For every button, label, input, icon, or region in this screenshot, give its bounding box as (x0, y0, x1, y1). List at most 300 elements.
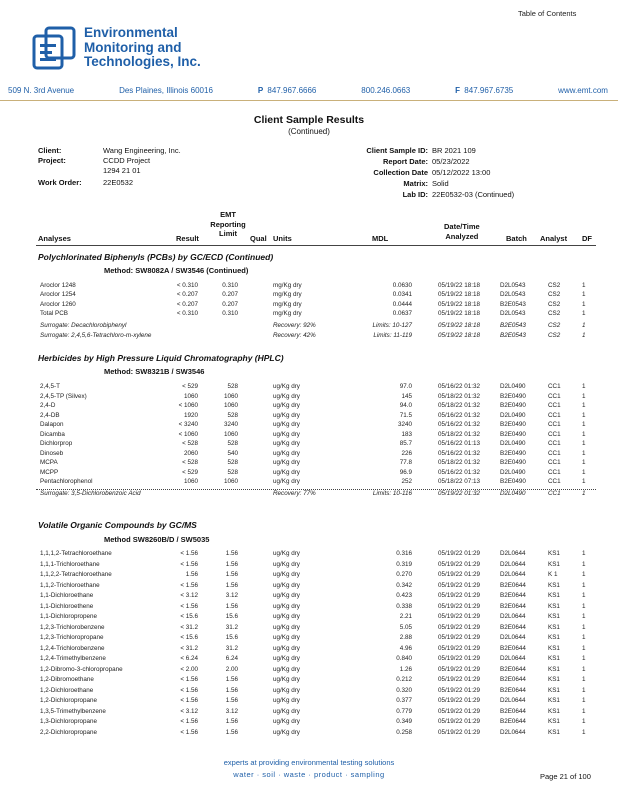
cell-result: < 0.207 (176, 291, 198, 299)
cell-batch: B2E0644 (500, 602, 526, 610)
table-row (0, 393, 618, 403)
cell-units: ug/Kg dry (273, 440, 300, 447)
cell-batch: B2E0644 (500, 623, 526, 631)
cell-units: ug/Kg dry (273, 697, 300, 704)
cell-analyst: CS2 (548, 282, 561, 289)
table-row (0, 687, 618, 697)
cell-df: 1 (582, 676, 586, 683)
cell-units: ug/Kg dry (273, 686, 300, 694)
cell-batch: B2E0490 (500, 392, 526, 400)
cell-result: < 15.6 (180, 634, 198, 641)
cell-units: ug/Kg dry (273, 468, 300, 476)
cell-analyte: Dalapon (40, 421, 64, 428)
cell-analyzed: 05/19/22 18:18 (438, 331, 481, 339)
table-header-rule (36, 245, 596, 246)
cell-analyzed: 05/19/22 18:18 (438, 300, 481, 308)
cell-analyst: KS1 (548, 634, 560, 641)
cell-units: ug/Kg dry (273, 581, 300, 589)
cell-analyzed: 05/19/22 18:18 (438, 291, 481, 299)
cell-units: ug/Kg dry (273, 560, 300, 568)
cell-limit: 3240 (223, 421, 238, 428)
cell-surrogate: Surrogate: Decachlorobiphenyl (40, 322, 127, 330)
cell-batch: B2E0490 (500, 421, 526, 428)
cell-df: 1 (582, 592, 586, 599)
cell-analyst: K 1 (548, 571, 558, 578)
cell-analyte: 1,1-Dichloroethane (40, 592, 94, 599)
cell-df: 1 (582, 411, 586, 419)
cell-analyst: KS1 (548, 707, 560, 715)
cell-units: ug/Kg dry (273, 571, 300, 578)
cell-analyte: Dichlorprop (40, 440, 73, 447)
cell-df: 1 (582, 581, 586, 589)
cell-analyte: 1,1,1-Trichloroethane (40, 560, 100, 568)
table-row (0, 383, 618, 393)
table-row (0, 431, 618, 441)
cell-units: ug/Kg dry (273, 411, 300, 419)
cell-df: 1 (582, 665, 586, 673)
cell-result: < 3240 (178, 421, 198, 428)
cell-analyte: 1,1,2-Trichloroethane (40, 581, 100, 589)
table-row (0, 645, 618, 655)
cell-analyzed: 05/19/22 01:29 (438, 728, 481, 736)
cell-analyzed: 05/19/22 18:18 (438, 309, 481, 317)
cell-analyst: KS1 (548, 728, 560, 736)
cell-df: 1 (582, 449, 586, 457)
col-analyst: Analyst (540, 234, 568, 243)
cell-analyst: KS1 (548, 623, 560, 631)
cell-batch: B2E0644 (500, 644, 526, 652)
cell-df: 1 (582, 686, 586, 694)
cell-mdl: 145 (401, 392, 412, 400)
cell-analyzed: 05/19/22 18:18 (438, 282, 481, 289)
surrogate-row (0, 490, 618, 500)
table-row (0, 582, 618, 592)
cell-limit: 1.56 (225, 676, 238, 683)
cell-result: 1.56 (185, 571, 198, 578)
cell-batch: B2E0644 (500, 665, 526, 673)
table-row (0, 440, 618, 450)
cell-batch: B2E0543 (500, 331, 526, 339)
cell-analyte: Total PCB (40, 309, 68, 317)
cell-units: ug/Kg dry (273, 655, 300, 662)
cell-limit: 0.207 (222, 291, 238, 299)
cell-df: 1 (582, 550, 586, 557)
cell-df: 1 (582, 421, 586, 428)
cell-analyst: KS1 (548, 665, 560, 673)
cell-limit: 0.310 (222, 309, 238, 317)
cell-df: 1 (582, 331, 586, 339)
cell-units: mg/Kg dry (273, 309, 302, 317)
cell-analyte: Aroclor 1248 (40, 282, 76, 289)
cell-batch: B2E0490 (500, 449, 526, 457)
cell-result: < 1.56 (180, 686, 198, 694)
cell-mdl: 2.21 (399, 613, 412, 620)
company-name: Environmental Monitoring and Technologies, Inc. (84, 25, 201, 69)
cell-mdl: 3240 (397, 421, 412, 428)
cell-limit: 528 (227, 383, 238, 390)
table-row (0, 624, 618, 634)
cell-analyst: CC1 (548, 440, 561, 447)
cell-surrogate: Surrogate: 2,4,5,6-Tetrachloro-m-xylene (40, 331, 152, 339)
website-link[interactable]: www.emt.com (558, 86, 608, 95)
cell-limit: 1.56 (225, 571, 238, 578)
report-title: Client Sample Results (253, 114, 365, 126)
cell-result: < 0.310 (176, 282, 198, 289)
cell-result: < 1.56 (180, 728, 198, 736)
cell-mdl: 85.7 (399, 440, 412, 447)
cell-analyst: CC1 (548, 489, 561, 497)
cell-mdl: 4.96 (399, 644, 412, 652)
cell-analyzed: 05/18/22 01:32 (438, 402, 481, 409)
cell-mdl: 0.212 (396, 676, 412, 683)
cell-limit: 0.310 (222, 282, 238, 289)
section-title: Herbicides by High Pressure Liquid Chromatography (HPLC) (38, 353, 284, 363)
cell-analyzed: 05/19/22 01:29 (438, 602, 481, 610)
cell-recovery: Recovery: 42% (273, 331, 316, 339)
cell-mdl: 0.349 (396, 718, 412, 725)
cell-units: ug/Kg dry (273, 383, 300, 390)
cell-batch: B2E0490 (500, 430, 526, 438)
cell-recovery: Recovery: 77% (273, 489, 316, 497)
cell-batch: B2E0490 (500, 478, 526, 485)
cell-result: 2060 (183, 449, 198, 457)
cell-limit: 0.207 (222, 300, 238, 308)
cell-analyte: 1,3,5-Trimethylbenzene (40, 707, 106, 715)
col-analyses: Analyses (38, 234, 71, 243)
cell-batch: B2E0644 (500, 581, 526, 589)
cell-analyte: 1,2-Dichloroethane (40, 686, 94, 694)
cell-limit: 528 (227, 440, 238, 447)
cell-mdl: 0.423 (396, 592, 412, 599)
cell-mdl: 94.0 (399, 402, 412, 409)
cell-limit: 1.56 (225, 697, 238, 704)
table-row (0, 676, 618, 686)
page-number: Page 21 of 100 (540, 772, 591, 781)
cell-units: ug/Kg dry (273, 644, 300, 652)
cell-batch: B2E0644 (500, 592, 526, 599)
cell-df: 1 (582, 644, 586, 652)
cell-analyst: KS1 (548, 644, 560, 652)
cell-mdl: 0.320 (396, 686, 412, 694)
cell-analyst: CS2 (548, 322, 561, 330)
col-units: Units (273, 234, 292, 243)
cell-df: 1 (582, 707, 586, 715)
col-batch: Batch (506, 234, 527, 243)
cell-limit: 1.56 (225, 550, 238, 557)
cell-result: < 0.310 (176, 309, 198, 317)
cell-batch: D2L0644 (500, 613, 526, 620)
cell-analyzed: 05/18/22 01:32 (438, 392, 481, 400)
table-row (0, 469, 618, 479)
cell-analyzed: 05/16/22 01:32 (438, 411, 481, 419)
cell-limit: 1.56 (225, 686, 238, 694)
cell-analyst: CC1 (548, 478, 561, 485)
cell-result: < 1060 (178, 430, 198, 438)
cell-batch: D2L0644 (500, 550, 526, 557)
col-result: Result (176, 234, 199, 243)
cell-batch: B2E0644 (500, 718, 526, 725)
cell-analyte: 2,4,5-TP (Silvex) (40, 392, 87, 400)
cell-units: ug/Kg dry (273, 421, 300, 428)
cell-units: ug/Kg dry (273, 449, 300, 457)
cell-limit: 6.24 (225, 655, 238, 662)
cell-units: ug/Kg dry (273, 392, 300, 400)
cell-df: 1 (582, 478, 586, 485)
cell-analyst: KS1 (548, 560, 560, 568)
cell-batch: D2L0644 (500, 728, 526, 736)
cell-analyst: CS2 (548, 309, 561, 317)
cell-mdl: 96.9 (399, 468, 412, 476)
cell-analyzed: 05/19/22 01:29 (438, 560, 481, 568)
table-row (0, 561, 618, 571)
cell-result: < 529 (182, 383, 198, 390)
cell-batch: D2L0543 (500, 309, 526, 317)
cell-mdl: 0.258 (396, 728, 412, 736)
cell-analyst: KS1 (548, 581, 560, 589)
cell-analyzed: 05/16/22 01:13 (438, 440, 481, 447)
cell-units: ug/Kg dry (273, 550, 300, 557)
cell-result: < 1.56 (180, 602, 198, 610)
cell-analyte: 1,2,4-Trimethylbenzene (40, 655, 106, 662)
cell-df: 1 (582, 489, 586, 497)
table-row (0, 655, 618, 665)
cell-analyte: 1,2-Dibromoethane (40, 676, 94, 683)
cell-analyst: CC1 (548, 421, 561, 428)
cell-analyst: CC1 (548, 449, 561, 457)
cell-batch: B2E0644 (500, 686, 526, 694)
cell-analyzed: 05/19/22 01:29 (438, 634, 481, 641)
table-row (0, 697, 618, 707)
cell-df: 1 (582, 459, 586, 466)
cell-result: < 1.56 (180, 550, 198, 557)
cell-analyzed: 05/16/22 01:32 (438, 421, 481, 428)
cell-batch: D2L0644 (500, 697, 526, 704)
cell-analyst: CC1 (548, 402, 561, 409)
cell-df: 1 (582, 560, 586, 568)
cell-limit: 1.56 (225, 560, 238, 568)
cell-mdl: 0.840 (396, 655, 412, 662)
cell-result: 1060 (183, 478, 198, 485)
cell-analyte: 1,2,3-Trichlorobenzene (40, 623, 105, 631)
table-row (0, 729, 618, 739)
table-row (0, 402, 618, 412)
emt-logo-icon (32, 26, 76, 70)
cell-batch: B2E0644 (500, 707, 526, 715)
cell-result: < 3.12 (180, 592, 198, 599)
cell-df: 1 (582, 309, 586, 317)
cell-limit: 540 (227, 449, 238, 457)
cell-analyst: KS1 (548, 550, 560, 557)
address-bar: 509 N. 3rd Avenue Des Plaines, Illinois 60016 P 847.967.6666 800.246.0663 F 847.967.6735 www.emt.com (8, 86, 608, 95)
cell-df: 1 (582, 300, 586, 308)
cell-analyst: CC1 (548, 430, 561, 438)
cell-result: 1920 (183, 411, 198, 419)
cell-result: < 529 (182, 468, 198, 476)
cell-df: 1 (582, 440, 586, 447)
cell-units: mg/Kg dry (273, 291, 302, 299)
table-row (0, 592, 618, 602)
cell-analyte: 1,2,3-Trichloropropane (40, 634, 104, 641)
surrogate-row (0, 332, 618, 342)
cell-analyte: MCPA (40, 459, 58, 466)
cell-limit: 1060 (223, 402, 238, 409)
cell-analyst: KS1 (548, 676, 560, 683)
cell-limit: 1.56 (225, 602, 238, 610)
cell-analyzed: 05/19/22 01:29 (438, 644, 481, 652)
cell-df: 1 (582, 291, 586, 299)
table-row (0, 550, 618, 560)
cell-mdl: 5.05 (399, 623, 412, 631)
col-mdl: MDL (372, 234, 389, 243)
cell-batch: B2E0644 (500, 676, 526, 683)
cell-mdl: 0.342 (396, 581, 412, 589)
cell-df: 1 (582, 430, 586, 438)
cell-limit: 528 (227, 411, 238, 419)
table-row (0, 571, 618, 581)
cell-result: < 31.2 (180, 623, 198, 631)
table-row (0, 708, 618, 718)
cell-df: 1 (582, 571, 586, 578)
cell-df: 1 (582, 602, 586, 610)
cell-analyte: 2,2-Dichloropropane (40, 728, 98, 736)
cell-units: ug/Kg dry (273, 430, 300, 438)
cell-analyzed: 05/18/22 07:13 (438, 478, 481, 485)
cell-analyzed: 05/19/22 01:29 (438, 676, 481, 683)
cell-batch: B2E0543 (500, 322, 526, 330)
cell-result: < 31.2 (180, 644, 198, 652)
table-of-contents-link[interactable]: Table of Contents (518, 9, 577, 18)
cell-batch: D2L0490 (500, 489, 526, 497)
cell-limit: 1.56 (225, 718, 238, 725)
cell-units: mg/Kg dry (273, 282, 302, 289)
cell-result: < 2.00 (180, 665, 198, 673)
col-date-analyzed: Date/Time Analyzed (444, 222, 480, 241)
table-row (0, 718, 618, 728)
cell-result: < 1.56 (180, 697, 198, 704)
cell-batch: D2L0543 (500, 291, 526, 299)
cell-result: < 15.6 (180, 613, 198, 620)
cell-units: mg/Kg dry (273, 300, 302, 308)
cell-df: 1 (582, 468, 586, 476)
cell-result: < 1.56 (180, 581, 198, 589)
cell-result: 1060 (183, 392, 198, 400)
cell-result: < 0.207 (176, 300, 198, 308)
cell-limit: 1060 (223, 392, 238, 400)
cell-limit: 3.12 (225, 707, 238, 715)
header-divider (0, 100, 618, 101)
cell-result: < 1060 (178, 402, 198, 409)
cell-mdl: 0.0630 (392, 282, 412, 289)
cell-units: ug/Kg dry (273, 592, 300, 599)
cell-analyzed: 05/19/22 01:29 (438, 592, 481, 599)
col-qual: Qual (250, 234, 267, 243)
cell-batch: D2L0490 (500, 383, 526, 390)
cell-units: ug/Kg dry (273, 634, 300, 641)
cell-analyst: CC1 (548, 383, 561, 390)
cell-df: 1 (582, 623, 586, 631)
table-row (0, 421, 618, 431)
table-row (0, 310, 618, 320)
cell-units: ug/Kg dry (273, 613, 300, 620)
cell-batch: D2L0644 (500, 571, 526, 578)
cell-analyst: KS1 (548, 613, 560, 620)
cell-mdl: 0.0341 (392, 291, 412, 299)
cell-analyst: CS2 (548, 291, 561, 299)
table-row (0, 478, 618, 488)
cell-limit: 1060 (223, 478, 238, 485)
cell-analyst: KS1 (548, 686, 560, 694)
cell-df: 1 (582, 697, 586, 704)
report-subtitle: (Continued) (288, 127, 330, 136)
cell-df: 1 (582, 282, 586, 289)
cell-mdl: 183 (401, 430, 412, 438)
cell-batch: D2L0543 (500, 282, 526, 289)
method-line: Method: SW8321B / SW3546 (104, 367, 205, 376)
cell-analyst: KS1 (548, 697, 560, 704)
surrogate-row (0, 322, 618, 332)
cell-limit: 1.56 (225, 581, 238, 589)
cell-df: 1 (582, 613, 586, 620)
cell-analyte: 2,4-DB (40, 411, 60, 419)
cell-result: < 528 (182, 440, 198, 447)
cell-df: 1 (582, 392, 586, 400)
cell-mdl: 252 (401, 478, 412, 485)
cell-df: 1 (582, 383, 586, 390)
cell-limit: 3.12 (225, 592, 238, 599)
cell-batch: D2L0644 (500, 655, 526, 662)
cell-analyte: 2,4,5-T (40, 383, 60, 390)
cell-analyzed: 05/18/22 01:32 (438, 459, 481, 466)
cell-mdl: 226 (401, 449, 412, 457)
cell-analyzed: 05/19/22 01:29 (438, 613, 481, 620)
cell-analyte: Aroclor 1260 (40, 300, 76, 308)
cell-result: < 6.24 (180, 655, 198, 662)
cell-analyst: CC1 (548, 392, 561, 400)
cell-mdl: 0.779 (396, 707, 412, 715)
cell-batch: D2L0644 (500, 634, 526, 641)
cell-batch: D2L0644 (500, 560, 526, 568)
cell-analyte: 1,1-Dichloropropene (40, 613, 98, 620)
cell-analyte: 1,1,2,2-Tetrachloroethane (40, 571, 112, 578)
cell-surrogate: Surrogate: 3,5-Dichlorobenzoic Acid (40, 489, 141, 497)
cell-units: ug/Kg dry (273, 665, 300, 673)
cell-analyzed: 05/19/22 18:18 (438, 322, 481, 330)
table-row (0, 666, 618, 676)
cell-mdl: 0.319 (396, 560, 412, 568)
cell-limits: Limits: 10-127 (372, 322, 412, 330)
cell-analyzed: 05/19/22 01:29 (438, 655, 481, 662)
cell-analyzed: 05/19/22 01:29 (438, 665, 481, 673)
cell-result: < 1.56 (180, 718, 198, 725)
cell-result: < 1.56 (180, 560, 198, 568)
section-title: Volatile Organic Compounds by GC/MS (38, 520, 197, 530)
cell-analyst: KS1 (548, 592, 560, 599)
footer-services: water · soil · waste · product · sampling (233, 770, 385, 779)
cell-analyst: KS1 (548, 602, 560, 610)
cell-units: ug/Kg dry (273, 676, 300, 683)
cell-analyte: 2,4-D (40, 402, 56, 409)
cell-units: ug/Kg dry (273, 707, 300, 715)
cell-analyte: 1,2,4-Trichlorobenzene (40, 644, 105, 652)
cell-limit: 31.2 (225, 644, 238, 652)
cell-units: ug/Kg dry (273, 728, 300, 736)
cell-batch: D2L0490 (500, 411, 526, 419)
cell-analyst: CC1 (548, 411, 561, 419)
cell-units: ug/Kg dry (273, 459, 300, 466)
cell-batch: B2E0490 (500, 459, 526, 466)
cell-mdl: 0.270 (396, 571, 412, 578)
cell-mdl: 77.8 (399, 459, 412, 466)
